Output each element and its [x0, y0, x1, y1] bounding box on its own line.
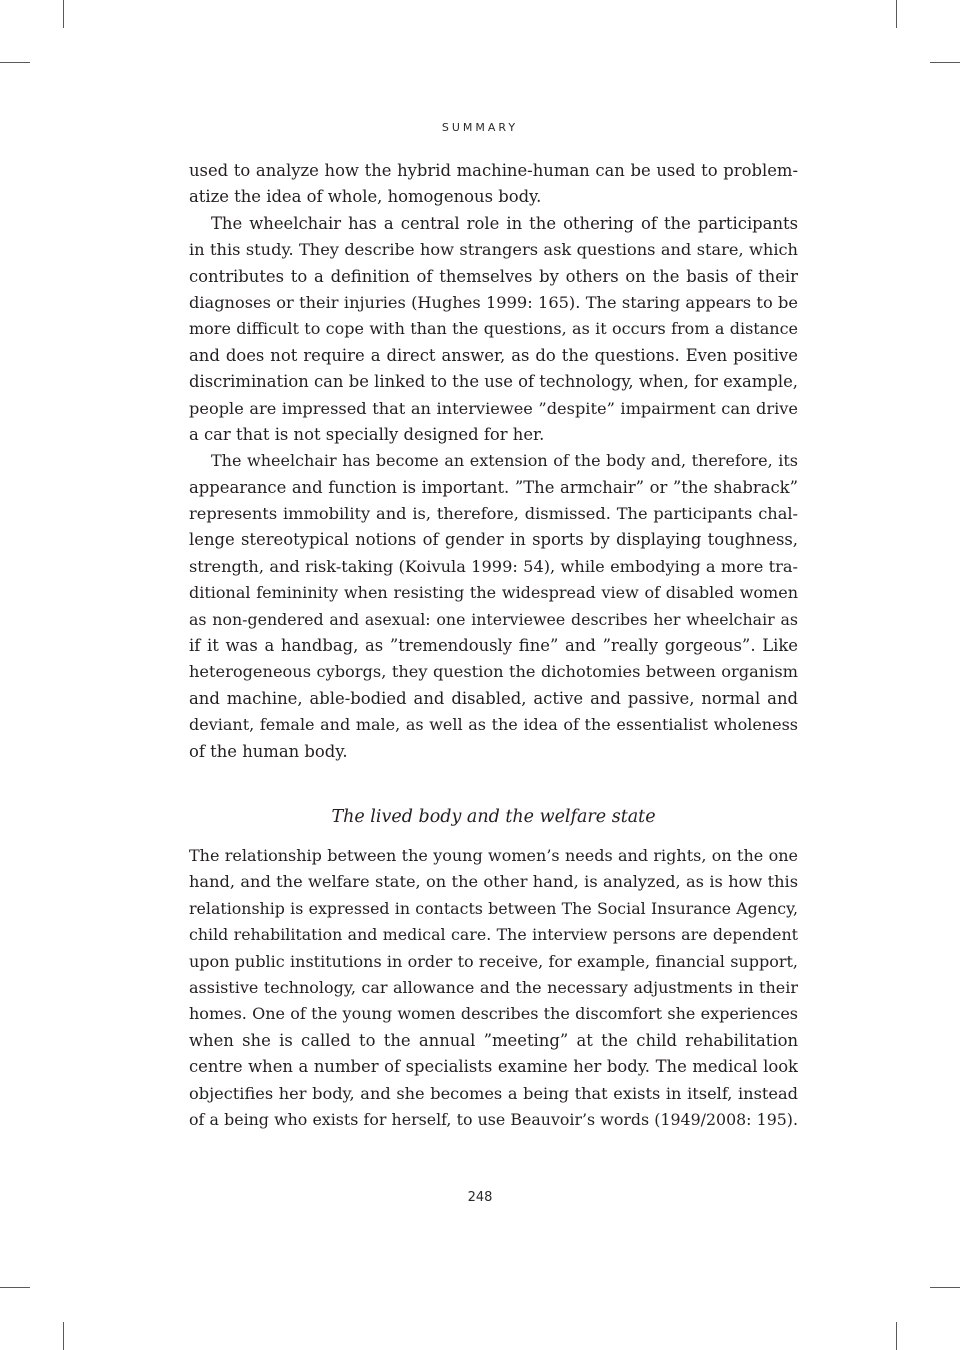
section-heading: The lived body and the welfare state	[331, 806, 656, 827]
text-line: The wheelchair has become an extension of the body and, therefore, its	[211, 451, 798, 471]
text-line: used to analyze how the hybrid machine-human can be used to problem-	[189, 161, 798, 180]
text-line: heterogeneous cyborgs, they question the dichotomies between organism	[189, 662, 798, 682]
text-line: relationship is expressed in contacts between The Social Insurance Agency,	[189, 898, 798, 918]
text-line: a car that is not specially designed for her.	[189, 424, 545, 444]
text-line: in this study. They describe how strangers ask questions and stare, which	[189, 240, 798, 260]
crop-mark-bottom-left-horizontal	[0, 1287, 30, 1288]
text-line: discrimination can be linked to the use of technology, when, for example,	[189, 372, 798, 392]
crop-mark-top-left-vertical	[63, 0, 64, 28]
text-line: assistive technology, car allowance and the necessary adjustments in their	[189, 977, 798, 997]
body-text	[189, 158, 798, 1133]
text-line: appearance and function is important. ”The armchair” or ”the shabrack”	[189, 477, 798, 497]
text-line: and does not require a direct answer, as do the questions. Even positive	[189, 345, 798, 365]
text-line: people are impressed that an interviewee ”despite” impairment can drive	[189, 398, 798, 418]
text-line: diagnoses or their injuries (Hughes 1999: 165). The staring appears to be	[189, 292, 798, 312]
text-line: and machine, able-bodied and disabled, active and passive, normal and	[189, 688, 798, 708]
text-line: of the human body.	[189, 741, 348, 761]
text-line: hand, and the welfare state, on the other hand, is analyzed, as is how this	[189, 872, 798, 892]
text-line: more difficult to cope with than the questions, as it occurs from a distance	[189, 319, 798, 339]
text-line: homes. One of the young women describes the discomfort she experiences	[189, 1004, 798, 1024]
text-line: deviant, female and male, as well as the idea of the essentialist wholeness	[189, 715, 798, 735]
crop-mark-top-left-horizontal	[0, 62, 30, 63]
text-line: The relationship between the young women’s needs and rights, on the one	[189, 845, 798, 865]
crop-mark-bottom-right-vertical	[896, 1322, 897, 1350]
text-line: lenge stereotypical notions of gender in sports by displaying toughness,	[189, 530, 798, 550]
text-line: of a being who exists for herself, to use Beauvoir’s words (1949/2008: 195).	[189, 1109, 798, 1129]
text-line: represents immobility and is, therefore, dismissed. The participants chal-	[189, 504, 798, 524]
section-lived-body	[189, 797, 798, 1133]
text-line: centre when a number of specialists examine her body. The medical look	[189, 1057, 798, 1077]
text-line: child rehabilitation and medical care. The interview persons are dependent	[189, 925, 798, 945]
section-gap	[189, 765, 798, 797]
running-head: SUMMARY	[441, 121, 519, 134]
crop-mark-bottom-left-vertical	[63, 1322, 64, 1350]
crop-mark-top-right-horizontal	[930, 62, 960, 63]
text-line: as non-gendered and asexual: one interviewee describes her wheelchair as	[189, 609, 798, 629]
text-line: when she is called to the annual ”meeting” at the child rehabilitation	[189, 1030, 798, 1050]
page-number: 248	[467, 1190, 493, 1205]
crop-mark-bottom-right-horizontal	[930, 1287, 960, 1288]
text-line: strength, and risk-taking (Koivula 1999: 54), while embodying a more tra-	[189, 556, 798, 576]
text-line: The wheelchair has a central role in the othering of the participants	[211, 213, 798, 233]
section-summary-continued	[189, 158, 798, 765]
text-line: ditional femininity when resisting the widespread view of disabled women	[189, 583, 798, 603]
text-line: atize the idea of whole, homogenous body.	[189, 187, 542, 207]
crop-mark-top-right-vertical	[896, 0, 897, 28]
text-line: objectifies her body, and she becomes a being that exists in itself, instead	[189, 1083, 798, 1103]
text-line: if it was a handbag, as ”tremendously fine” and ”really gorgeous”. Like	[189, 636, 798, 656]
text-line: contributes to a definition of themselves by others on the basis of their	[189, 266, 798, 286]
text-line: upon public institutions in order to receive, for example, financial support,	[189, 951, 798, 971]
